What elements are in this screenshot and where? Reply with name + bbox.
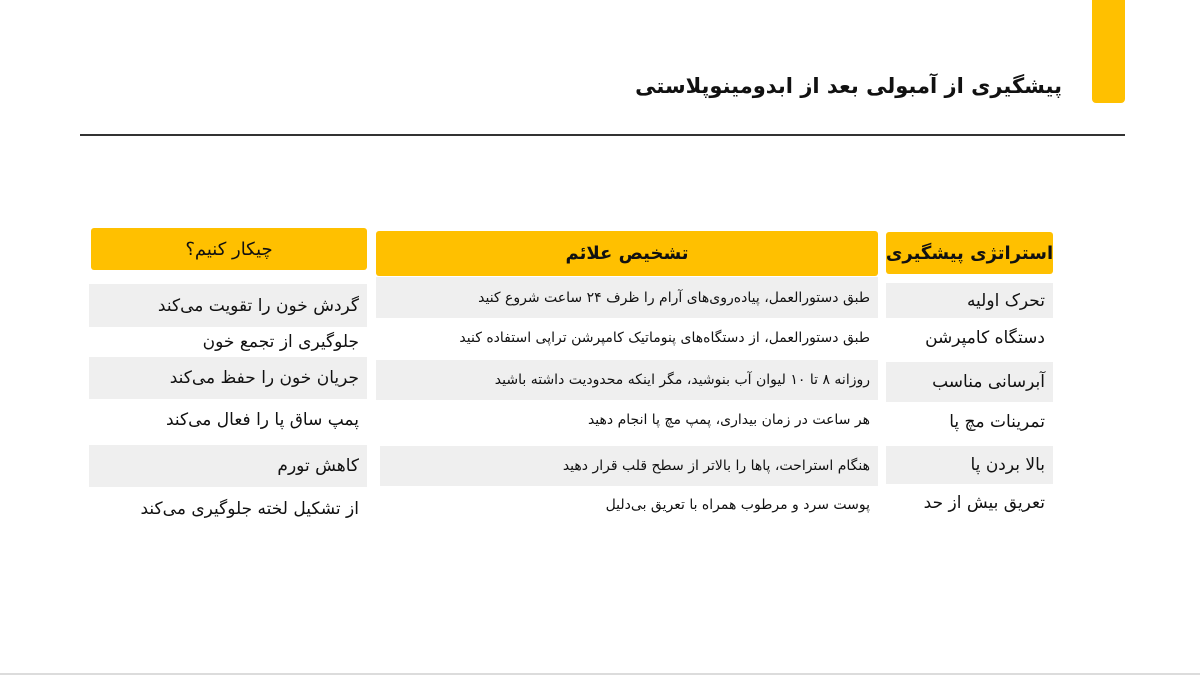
strategy-cell: تعریق بیش از حد [923, 493, 1045, 513]
slide-title: پیشگیری از آمبولی بعد از ابدومینوپلاستی [635, 74, 1062, 98]
symptom-cell: هر ساعت در زمان بیداری، پمپ مچ پا انجام دهید [587, 412, 870, 428]
strategy-cell: تمرینات مچ پا [949, 411, 1045, 432]
accent-bar [1092, 0, 1125, 103]
symptom-cell: روزانه ۸ تا ۱۰ لیوان آب بنوشید، مگر اینکه محدودیت داشته باشید [376, 360, 878, 400]
strategy-cell: بالا بردن پا [886, 446, 1053, 484]
title-divider [80, 134, 1125, 136]
symptom-cell: هنگام استراحت، پاها را بالاتر از سطح قلب قرار دهید [380, 446, 878, 486]
action-cell: جریان خون را حفظ می‌کند [89, 357, 367, 399]
strategy-cell: تحرک اولیه [886, 283, 1053, 318]
action-cell: جلوگیری از تجمع خون [202, 332, 359, 352]
action-cell: گردش خون را تقویت می‌کند [89, 284, 367, 327]
strategy-cell: دستگاه کامپرشن [925, 327, 1045, 348]
symptom-cell: طبق دستورالعمل، پیاده‌روی‌های آرام را ظرف ۲۴ ساعت شروع کنید [376, 277, 878, 318]
action-cell: پمپ ساق پا را فعال می‌کند [165, 410, 359, 430]
symptom-cell: طبق دستورالعمل، از دستگاه‌های پنوماتیک کامپرشن تراپی استفاده کنید [459, 330, 870, 346]
actions-header: چیکار کنیم؟ [91, 228, 367, 270]
action-cell: کاهش تورم [89, 445, 367, 487]
symptoms-header: تشخیص علائم [376, 231, 878, 276]
strategy-header: استراتژی پیشگیری [886, 232, 1053, 274]
action-cell: از تشکیل لخته جلوگیری می‌کند [140, 499, 359, 519]
strategy-cell: آبرسانی مناسب [886, 362, 1053, 402]
symptom-cell: پوست سرد و مرطوب همراه با تعریق بی‌دلیل [605, 497, 870, 513]
